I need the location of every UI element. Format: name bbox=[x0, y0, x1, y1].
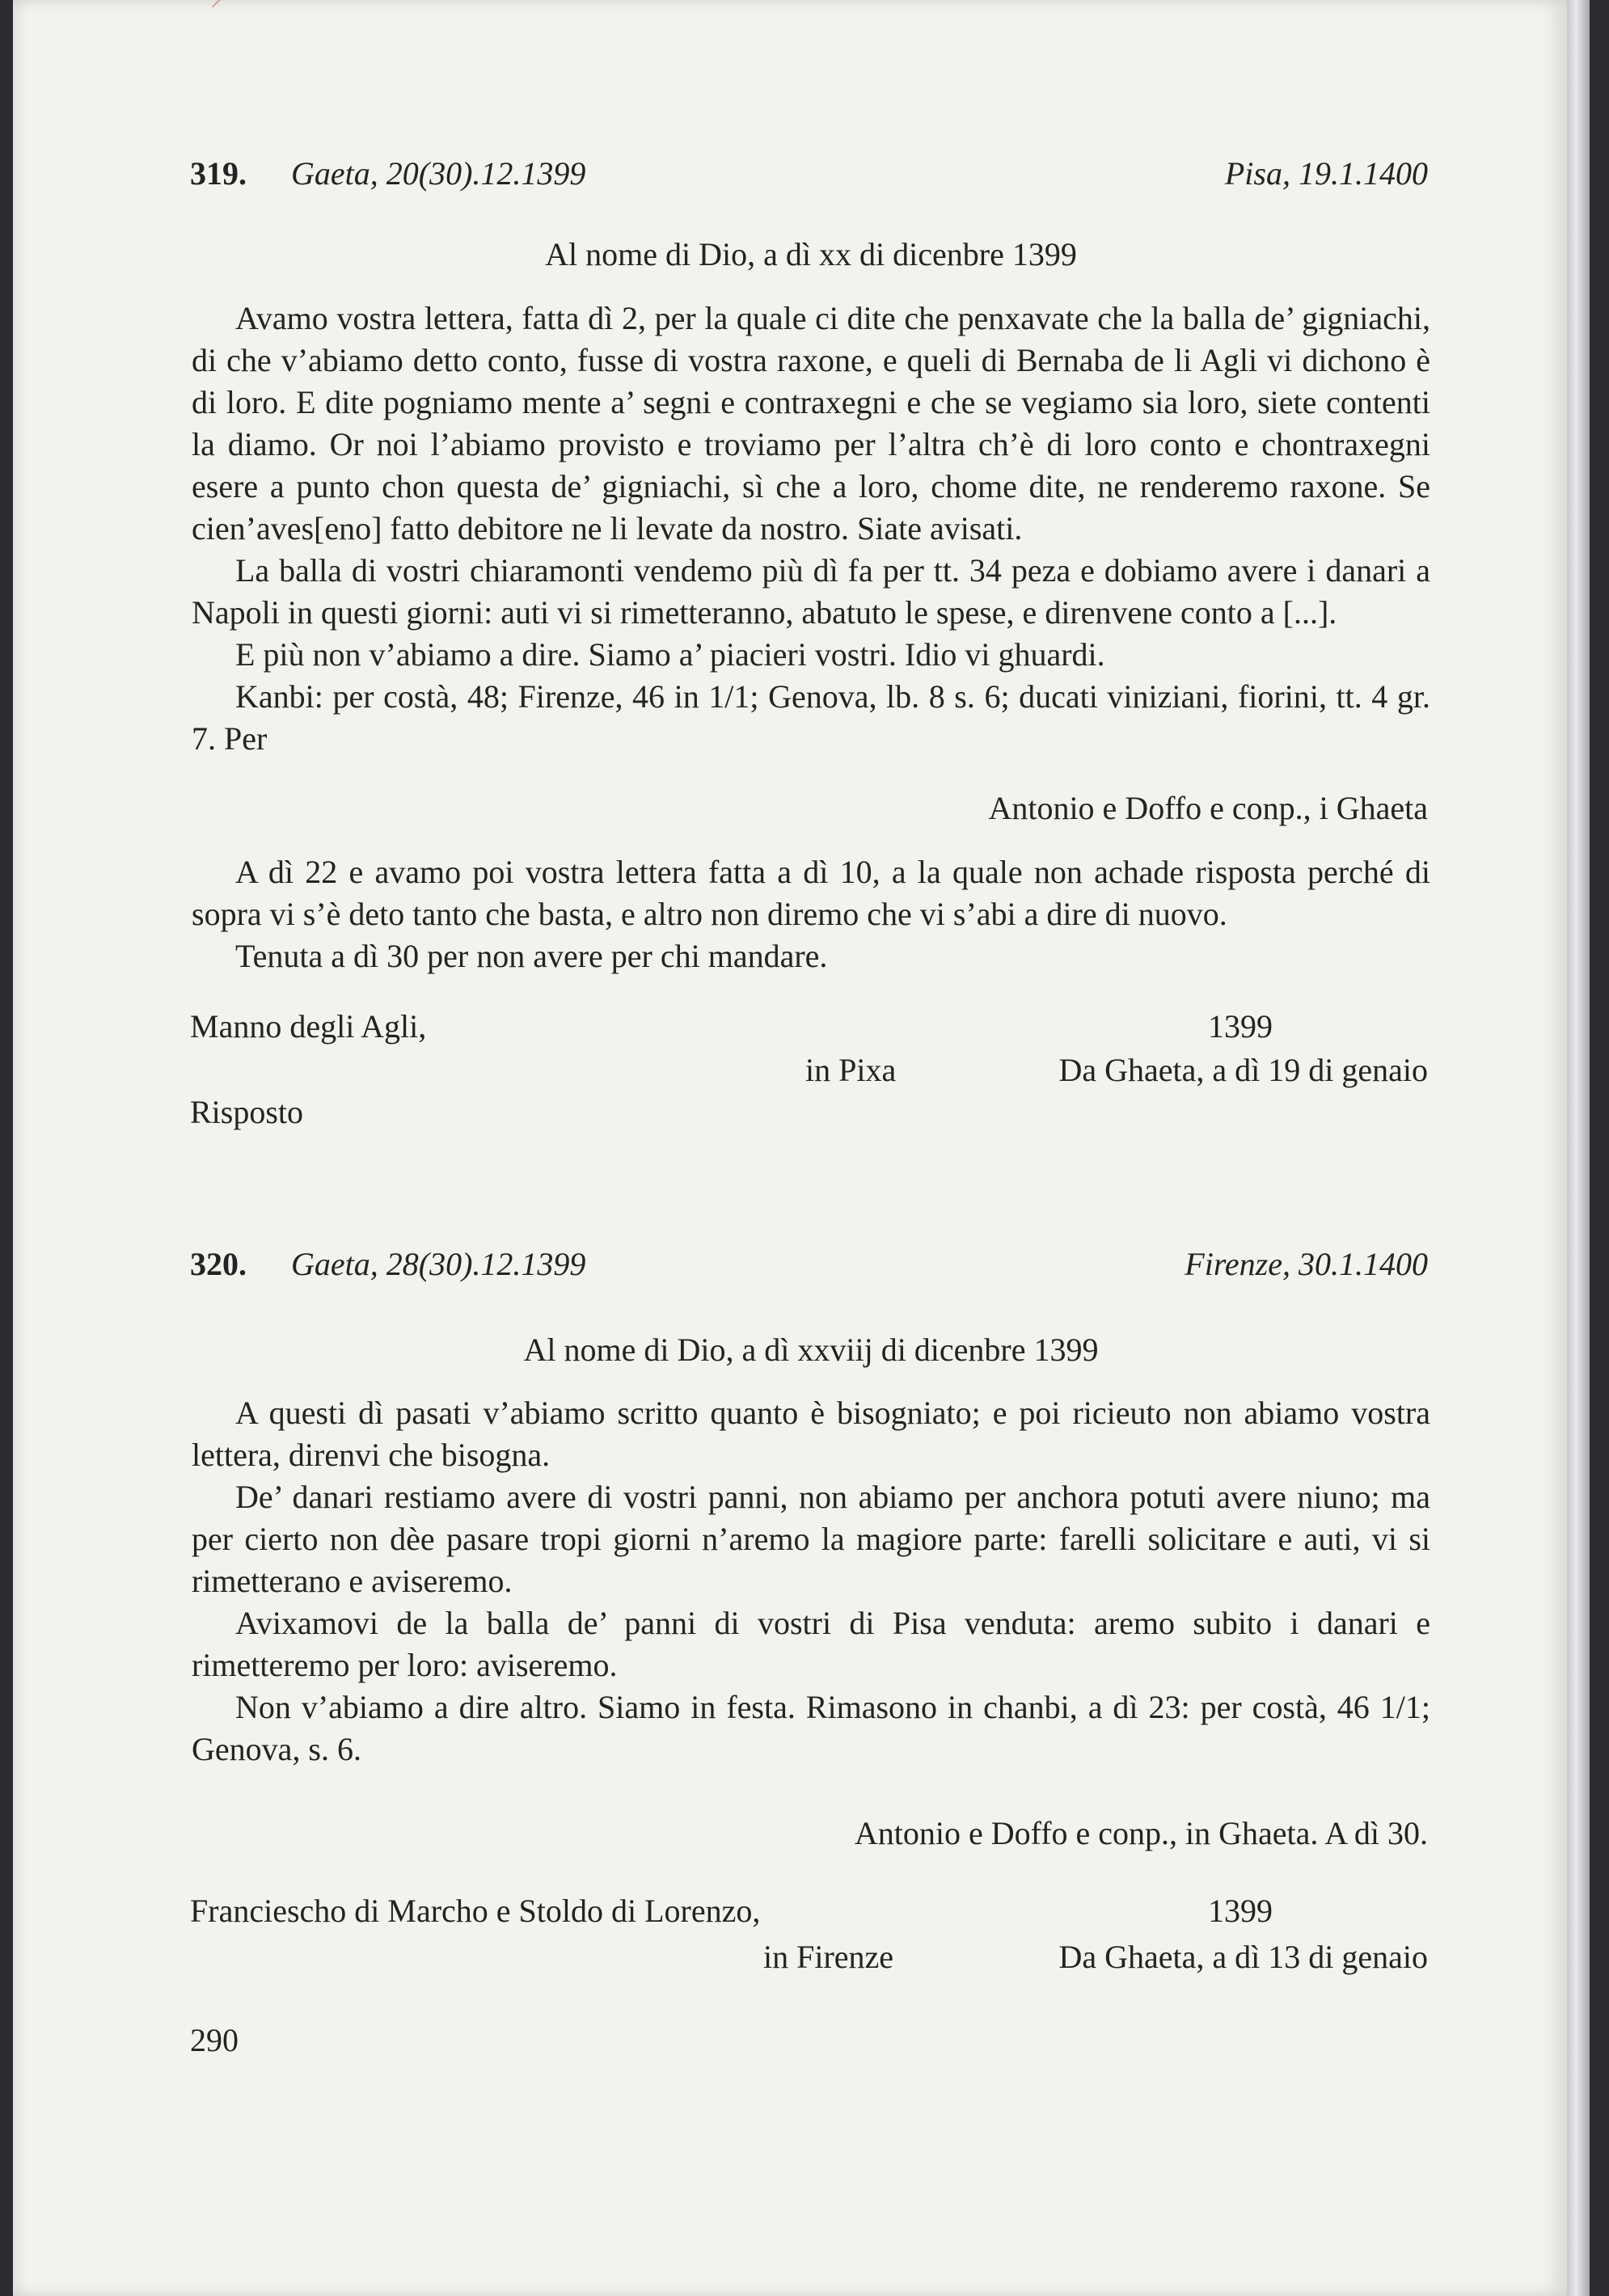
letter-320-paragraph-2: De’ danari restiamo avere di vostri panni, non abiamo per anchora potuti avere niuno; ma per cierto non dèe pasare tropi giorni n’aremo la magiore parte: farelli solicitare e auti, vi si rimetterano e aviseremo. bbox=[192, 1479, 1430, 1599]
letter-319-destination-date: Pisa, 19.1.1400 bbox=[1224, 155, 1428, 192]
letter-319-reply-note: Risposto bbox=[190, 1094, 304, 1130]
letter-319-origin: Gaeta, 20(30).12.1399 bbox=[291, 155, 586, 192]
letter-320-received-year: 1399 bbox=[1208, 1893, 1273, 1929]
letter-319-received-note: Da Ghaeta, a dì 19 di genaio bbox=[1058, 1052, 1428, 1088]
letter-319-paragraph-1: Avamo vostra lettera, fatta dì 2, per la quale ci dite che penxavate che la balla de’ gigniachi, di che v’abiamo detto conto, fusse di vostra raxone, e queli di Bernaba de li Agli vi dichono è di loro. E dite pogniamo mente a’ segni e contraxegni e che se vegiamo sia loro, siete contenti la diamo. Or noi l’abiamo provisto e troviamo per l’altra ch’è di loro conto e chontraxegni esere a punto chon questa de’ gigniachi, sì che a loro, chome dite, ne renderemo raxone. Se cien’aves[eno] fatto debitore ne li levate da nostro. Siate avisati. bbox=[192, 300, 1430, 547]
letter-319-received-year: 1399 bbox=[1208, 1008, 1273, 1045]
letter-320-received-note: Da Ghaeta, a dì 13 di genaio bbox=[1058, 1939, 1428, 1975]
letter-320-signature: Antonio e Doffo e conp., in Ghaeta. A dì 30. bbox=[854, 1815, 1428, 1851]
letter-319-number: 319. bbox=[190, 155, 247, 192]
letter-319-paragraph-2: La balla di vostri chiaramonti vendemo più dì fa per tt. 34 peza e dobiamo avere i danari a Napoli in questi giorni: auti vi si rimetteranno, abatuto le spese, e direnvene conto a [...]. bbox=[192, 552, 1430, 631]
letter-320-paragraph-3: Avixamovi de la balla de’ panni di vostri di Pisa venduta: aremo subito i danari e rimetteremo per loro: aviseremo. bbox=[192, 1605, 1430, 1683]
letter-319-postscript-1: A dì 22 e avamo poi vostra lettera fatta a dì 10, a la quale non achade risposta perché di sopra vi s’è deto tanto che basta, e altro non diremo che vi s’abi a dire di nuovo. bbox=[192, 854, 1430, 932]
letter-320-paragraph-1: A questi dì pasati v’abiamo scritto quanto è bisogniato; e poi ricieuto non abiamo vostra lettera, direnvi che bisogna. bbox=[192, 1395, 1430, 1473]
letter-320-salutation: Al nome di Dio, a dì xxviij di dicenbre 1399 bbox=[523, 1332, 1099, 1368]
letter-319-address-name: Manno degli Agli, bbox=[190, 1008, 427, 1045]
letter-320-address-place: in Firenze bbox=[763, 1939, 894, 1975]
letter-319-paragraph-3: E più non v’abiamo a dire. Siamo a’ piacieri vostri. Idio vi ghuardi. bbox=[235, 636, 1105, 673]
page-edge bbox=[1567, 0, 1590, 2296]
letter-319-paragraph-4: Kanbi: per costà, 48; Firenze, 46 in 1/1; Genova, lb. 8 s. 6; ducati viniziani, fiorini, tt. 4 gr. 7. Per bbox=[192, 678, 1430, 757]
letter-319-postscript-2: Tenuta a dì 30 per non avere per chi mandare. bbox=[235, 938, 828, 974]
letter-319-signature: Antonio e Doffo e conp., i Ghaeta bbox=[988, 790, 1428, 826]
letter-320-number: 320. bbox=[190, 1246, 247, 1282]
letter-319-address-place: in Pixa bbox=[805, 1052, 897, 1088]
letter-320-destination-date: Firenze, 30.1.1400 bbox=[1185, 1246, 1428, 1282]
letter-320-address-name: Franciescho di Marcho e Stoldo di Lorenzo, bbox=[190, 1893, 761, 1929]
letter-319-salutation: Al nome di Dio, a dì xx di dicenbre 1399 bbox=[545, 236, 1077, 272]
page-number: 290 bbox=[190, 2022, 239, 2058]
letter-320-paragraph-4: Non v’abiamo a dire altro. Siamo in festa. Rimasono in chanbi, a dì 23: per costà, 46 1/1; Genova, s. 6. bbox=[192, 1689, 1430, 1767]
letter-320-origin: Gaeta, 28(30).12.1399 bbox=[291, 1246, 586, 1282]
